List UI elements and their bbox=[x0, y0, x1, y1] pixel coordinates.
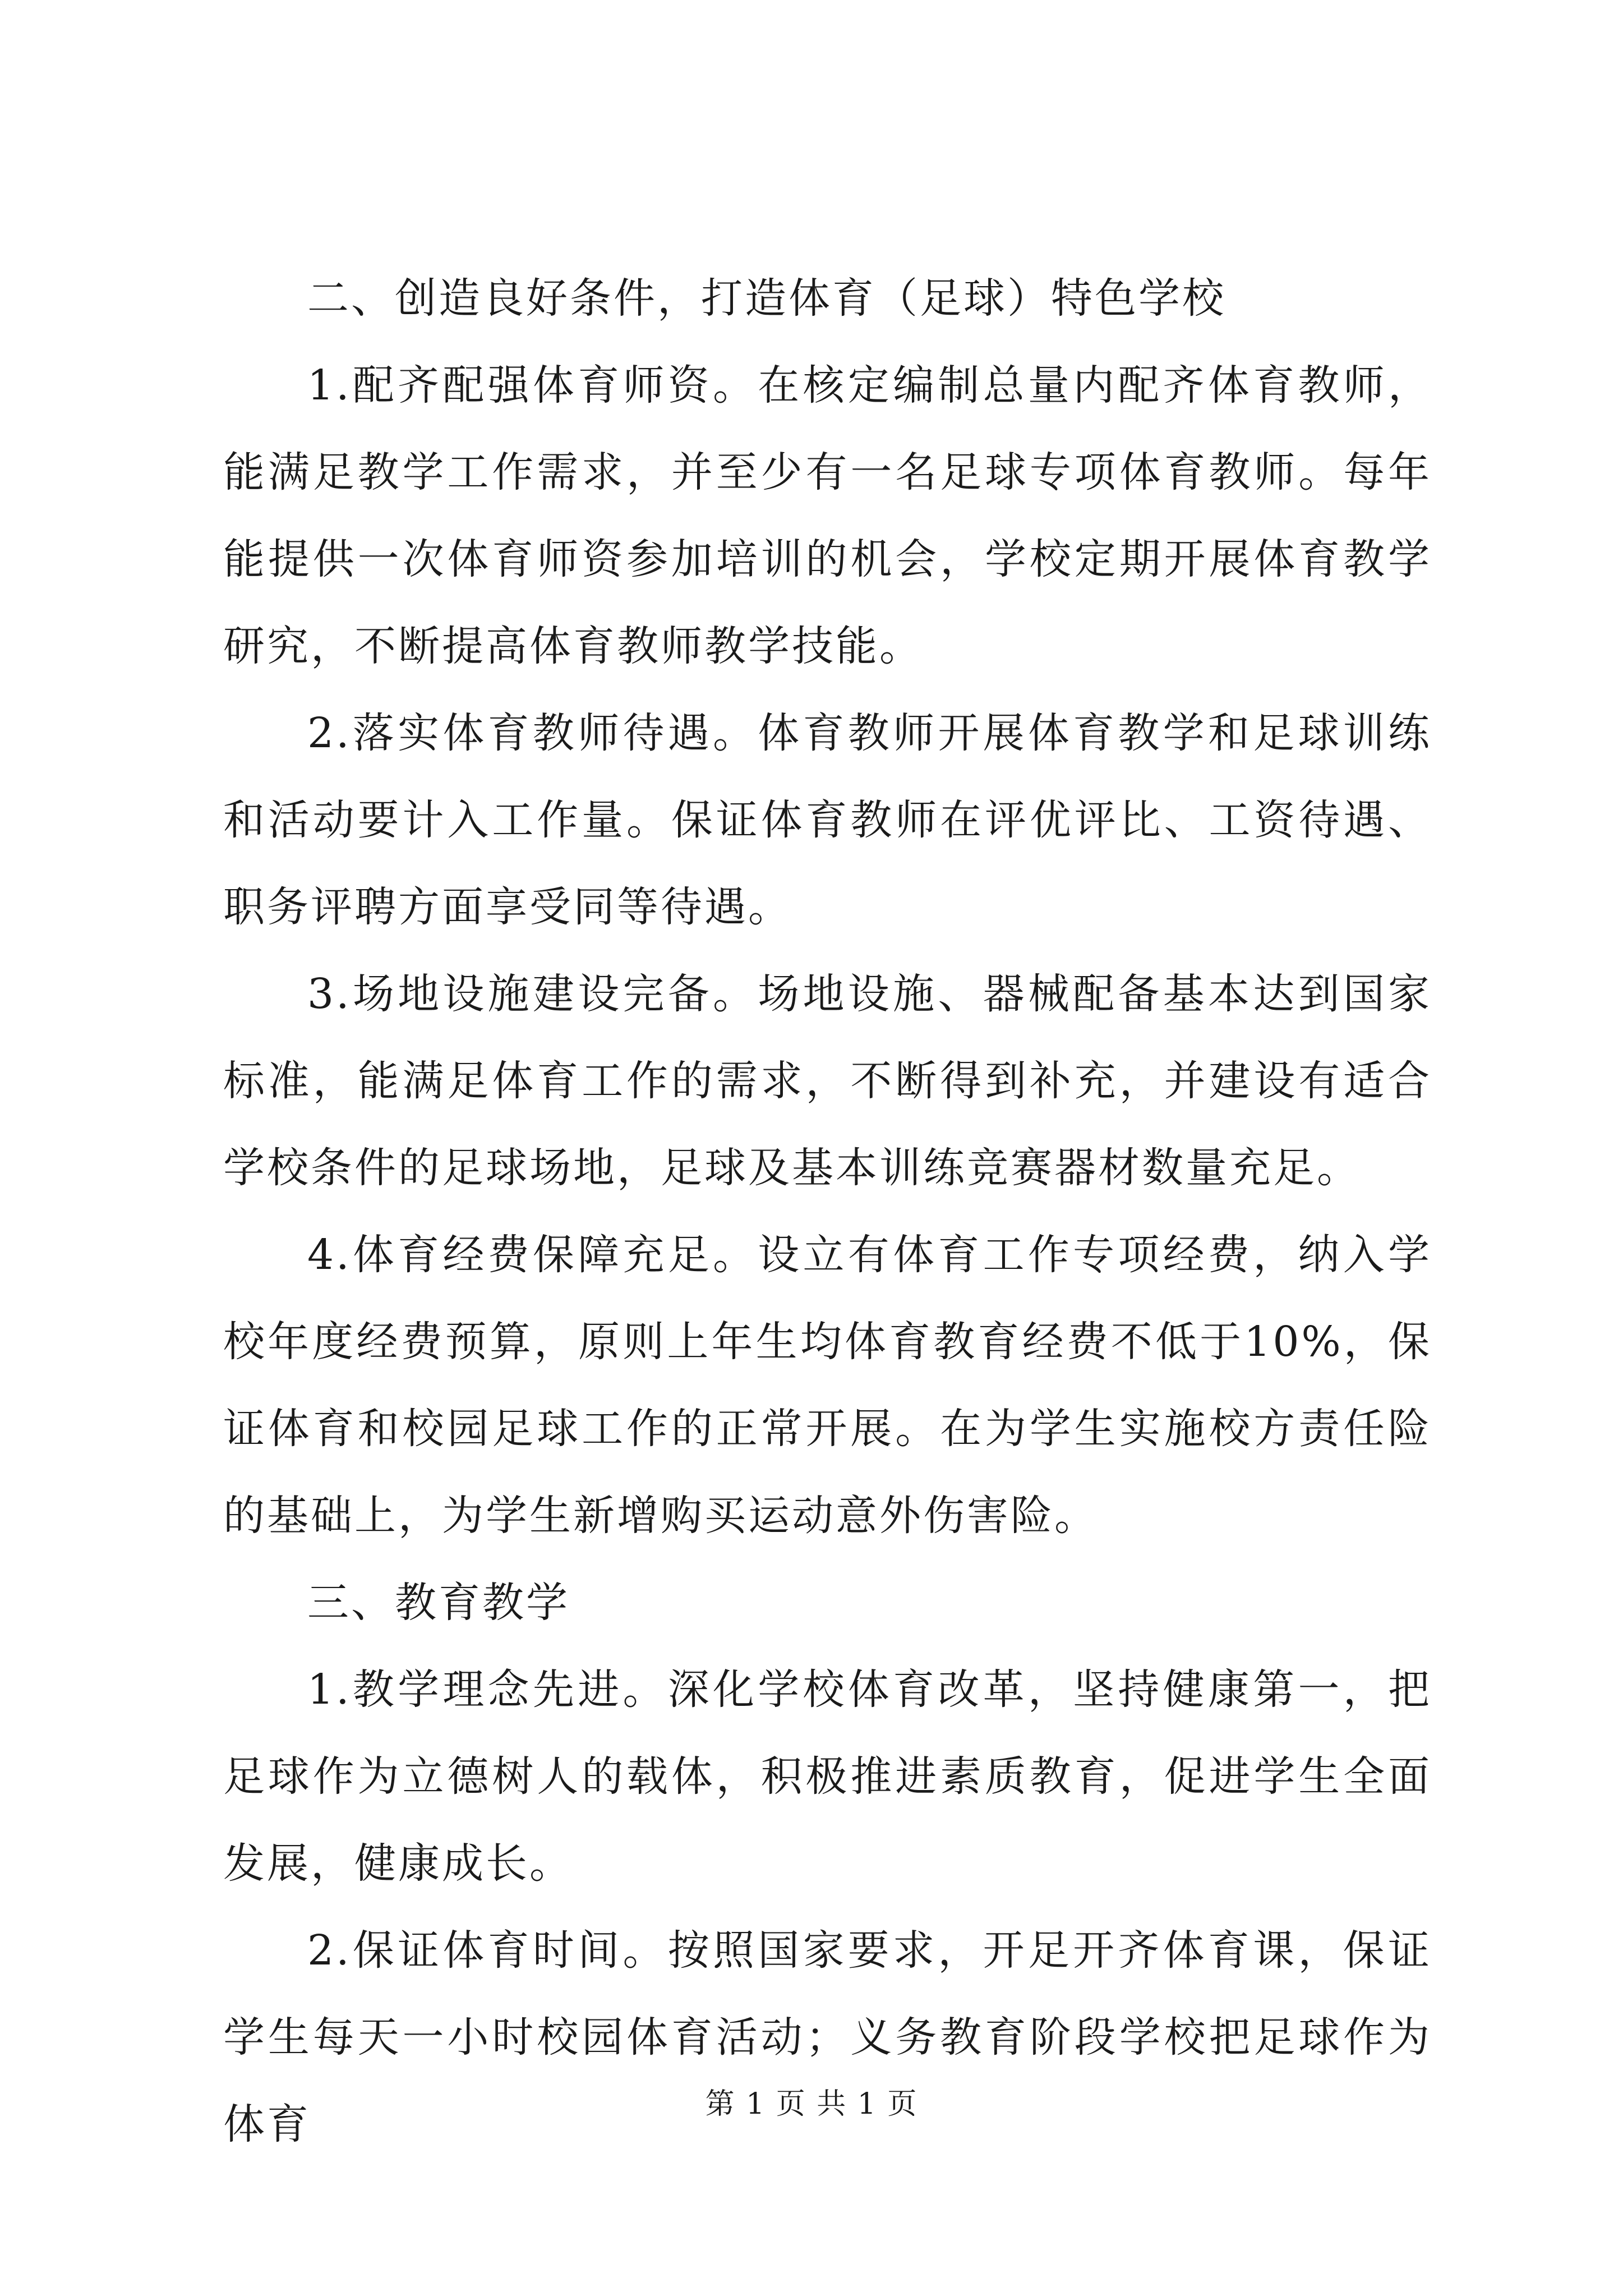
page-footer: 第 1 页 共 1 页 bbox=[705, 2087, 918, 2121]
paragraph-3-1: 1.教学理念先进。深化学校体育改革，坚持健康第一，把足球作为立德树人的载体，积极推进素质教育，促进学生全面发展，健康成长。 bbox=[223, 1665, 1432, 1888]
paragraph-3-2: 2.保证体育时间。按照国家要求，开足开齐体育课，保证学生每天一小时校园体育活动；义务教育阶段学校把足球作为体育 bbox=[223, 1926, 1432, 2148]
paragraph-2-1: 1.配齐配强体育师资。在核定编制总量内配齐体育教师，能满足教学工作需求，并至少有一名足球专项体育教师。每年能提供一次体育师资参加培训的机会，学校定期开展体育教学研究，不断提高体育教师教学技能。 bbox=[223, 361, 1432, 670]
paragraph-2-3: 3.场地设施建设完备。场地设施、器械配备基本达到国家标准，能满足体育工作的需求，不断得到补充，并建设有适合学校条件的足球场地，足球及基本训练竞赛器材数量充足。 bbox=[223, 970, 1432, 1192]
paragraph-2-2: 2.落实体育教师待遇。体育教师开展体育教学和足球训练和活动要计入工作量。保证体育教师在评优评比、工资待遇、职务评聘方面享受同等待遇。 bbox=[223, 709, 1432, 931]
document-body bbox=[223, 255, 1432, 2168]
section-heading-3: 三、教育教学 bbox=[307, 1579, 570, 1627]
section-heading-2: 二、创造良好条件，打造体育（足球）特色学校 bbox=[307, 274, 1226, 323]
paragraph-2-4: 4.体育经费保障充足。设立有体育工作专项经费，纳入学校年度经费预算，原则上年生均体育教育经费不低于10%，保证体育和校园足球工作的正常开展。在为学生实施校方责任险的基础上，为学生新增购买运动意外伤害险。 bbox=[223, 1231, 1432, 1540]
